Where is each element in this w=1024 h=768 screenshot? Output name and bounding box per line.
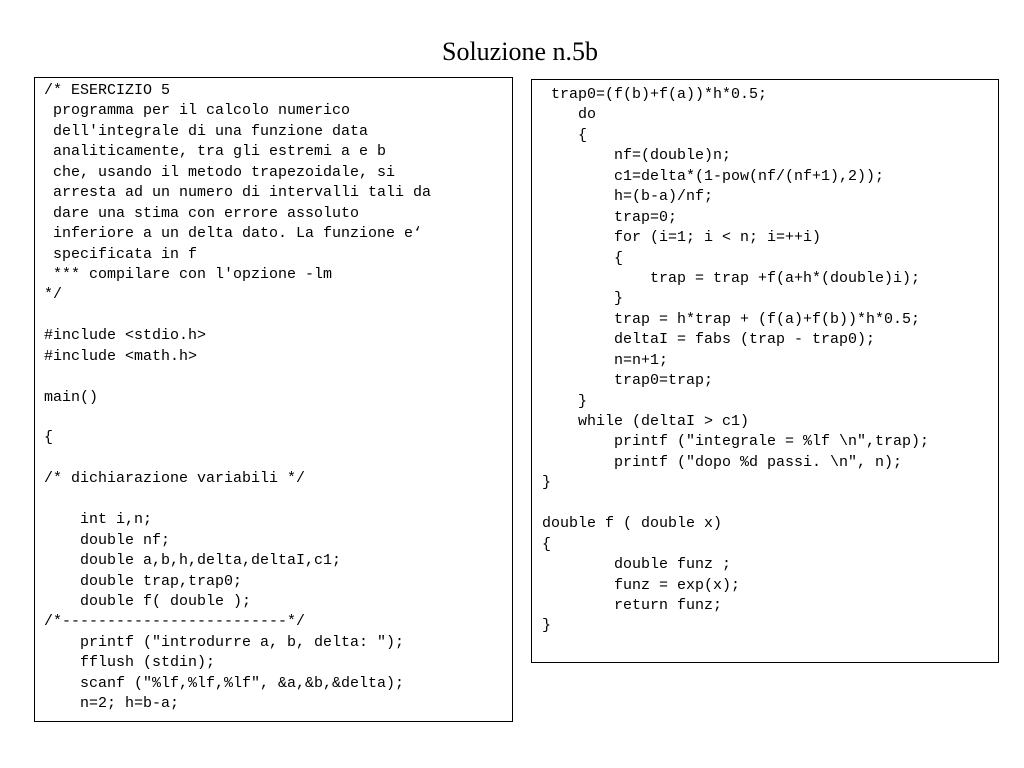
code-line: main() — [44, 388, 99, 406]
code-line: arresta ad un numero di intervalli tali da — [44, 184, 432, 202]
code-line — [44, 490, 431, 510]
code-line: /*-------------------------*/ — [44, 613, 306, 631]
code-listing-right — [542, 85, 929, 637]
code-line: printf ("introdurre a, b, delta: "); — [44, 633, 405, 651]
code-line: fflush (stdin); — [44, 654, 216, 672]
code-line: #include <math.h> — [44, 347, 198, 365]
code-line: dare una stima con errore assoluto — [44, 204, 360, 222]
code-line: trap=0; — [542, 208, 678, 226]
code-line: funz = exp(x); — [542, 576, 741, 594]
code-line: printf ("integrale = %lf \n",trap); — [542, 433, 930, 451]
code-line: programma per il calcolo numerico — [44, 102, 351, 120]
code-line: printf ("dopo %d passi. \n", n); — [542, 453, 903, 471]
code-line: trap0=(f(b)+f(a))*h*0.5; — [542, 86, 768, 103]
code-line: h=(b-a)/nf; — [542, 188, 714, 206]
code-line: do — [542, 106, 597, 124]
code-line: double a,b,h,delta,deltaI,c1; — [44, 552, 342, 570]
code-line: inferiore a un delta dato. La funzione e‘ — [44, 225, 423, 243]
code-line: trap = h*trap + (f(a)+f(b))*h*0.5; — [542, 310, 921, 328]
code-line: n=n+1; — [542, 351, 669, 369]
code-line: trap = trap +f(a+h*(double)i); — [542, 269, 921, 287]
code-line — [542, 494, 929, 514]
code-line: specificata in f — [44, 245, 198, 263]
code-line: double nf; — [44, 531, 171, 549]
code-line: } — [542, 392, 588, 410]
code-line — [44, 367, 431, 387]
code-line: { — [542, 126, 588, 144]
code-line — [44, 408, 431, 428]
code-line: int i,n; — [44, 511, 153, 529]
code-line: { — [542, 249, 624, 267]
code-line: double trap,trap0; — [44, 572, 243, 590]
code-line: double f ( double x) — [542, 515, 723, 533]
code-line: } — [542, 474, 552, 492]
code-line: dell'integrale di una funzione data — [44, 122, 369, 140]
code-panel-right — [531, 79, 999, 663]
slide-title: Soluzione n.5b — [442, 37, 598, 66]
code-line: #include <stdio.h> — [44, 327, 207, 345]
code-line: c1=delta*(1-pow(nf/(nf+1),2)); — [542, 167, 885, 185]
code-line: che, usando il metodo trapezoidale, si — [44, 163, 396, 181]
code-line: trap0=trap; — [542, 372, 714, 390]
code-line: */ — [44, 286, 63, 304]
code-listing-left — [44, 81, 431, 715]
code-line — [44, 306, 431, 326]
code-line: /* dichiarazione variabili */ — [44, 470, 306, 488]
code-line: while (deltaI > c1) — [542, 413, 750, 430]
code-line — [44, 449, 431, 469]
code-line: n=2; h=b-a; — [44, 695, 180, 713]
code-line: { — [542, 535, 552, 553]
code-line: double funz ; — [542, 556, 732, 574]
code-line: double f( double ); — [44, 592, 252, 610]
code-line: { — [44, 429, 54, 447]
code-line: /* ESERCIZIO 5 — [44, 82, 171, 99]
code-line: *** compilare con l'opzione -lm — [44, 265, 333, 283]
code-line: analiticamente, tra gli estremi a e b — [44, 143, 387, 161]
code-line: return funz; — [542, 596, 723, 614]
code-line: nf=(double)n; — [542, 147, 732, 165]
code-panel-left — [34, 77, 513, 722]
code-line: } — [542, 290, 624, 308]
code-line: deltaI = fabs (trap - trap0); — [542, 331, 876, 349]
code-line: } — [542, 617, 552, 635]
code-line: for (i=1; i < n; i=++i) — [542, 229, 822, 247]
code-line: scanf ("%lf,%lf,%lf", &a,&b,&delta); — [44, 674, 405, 692]
